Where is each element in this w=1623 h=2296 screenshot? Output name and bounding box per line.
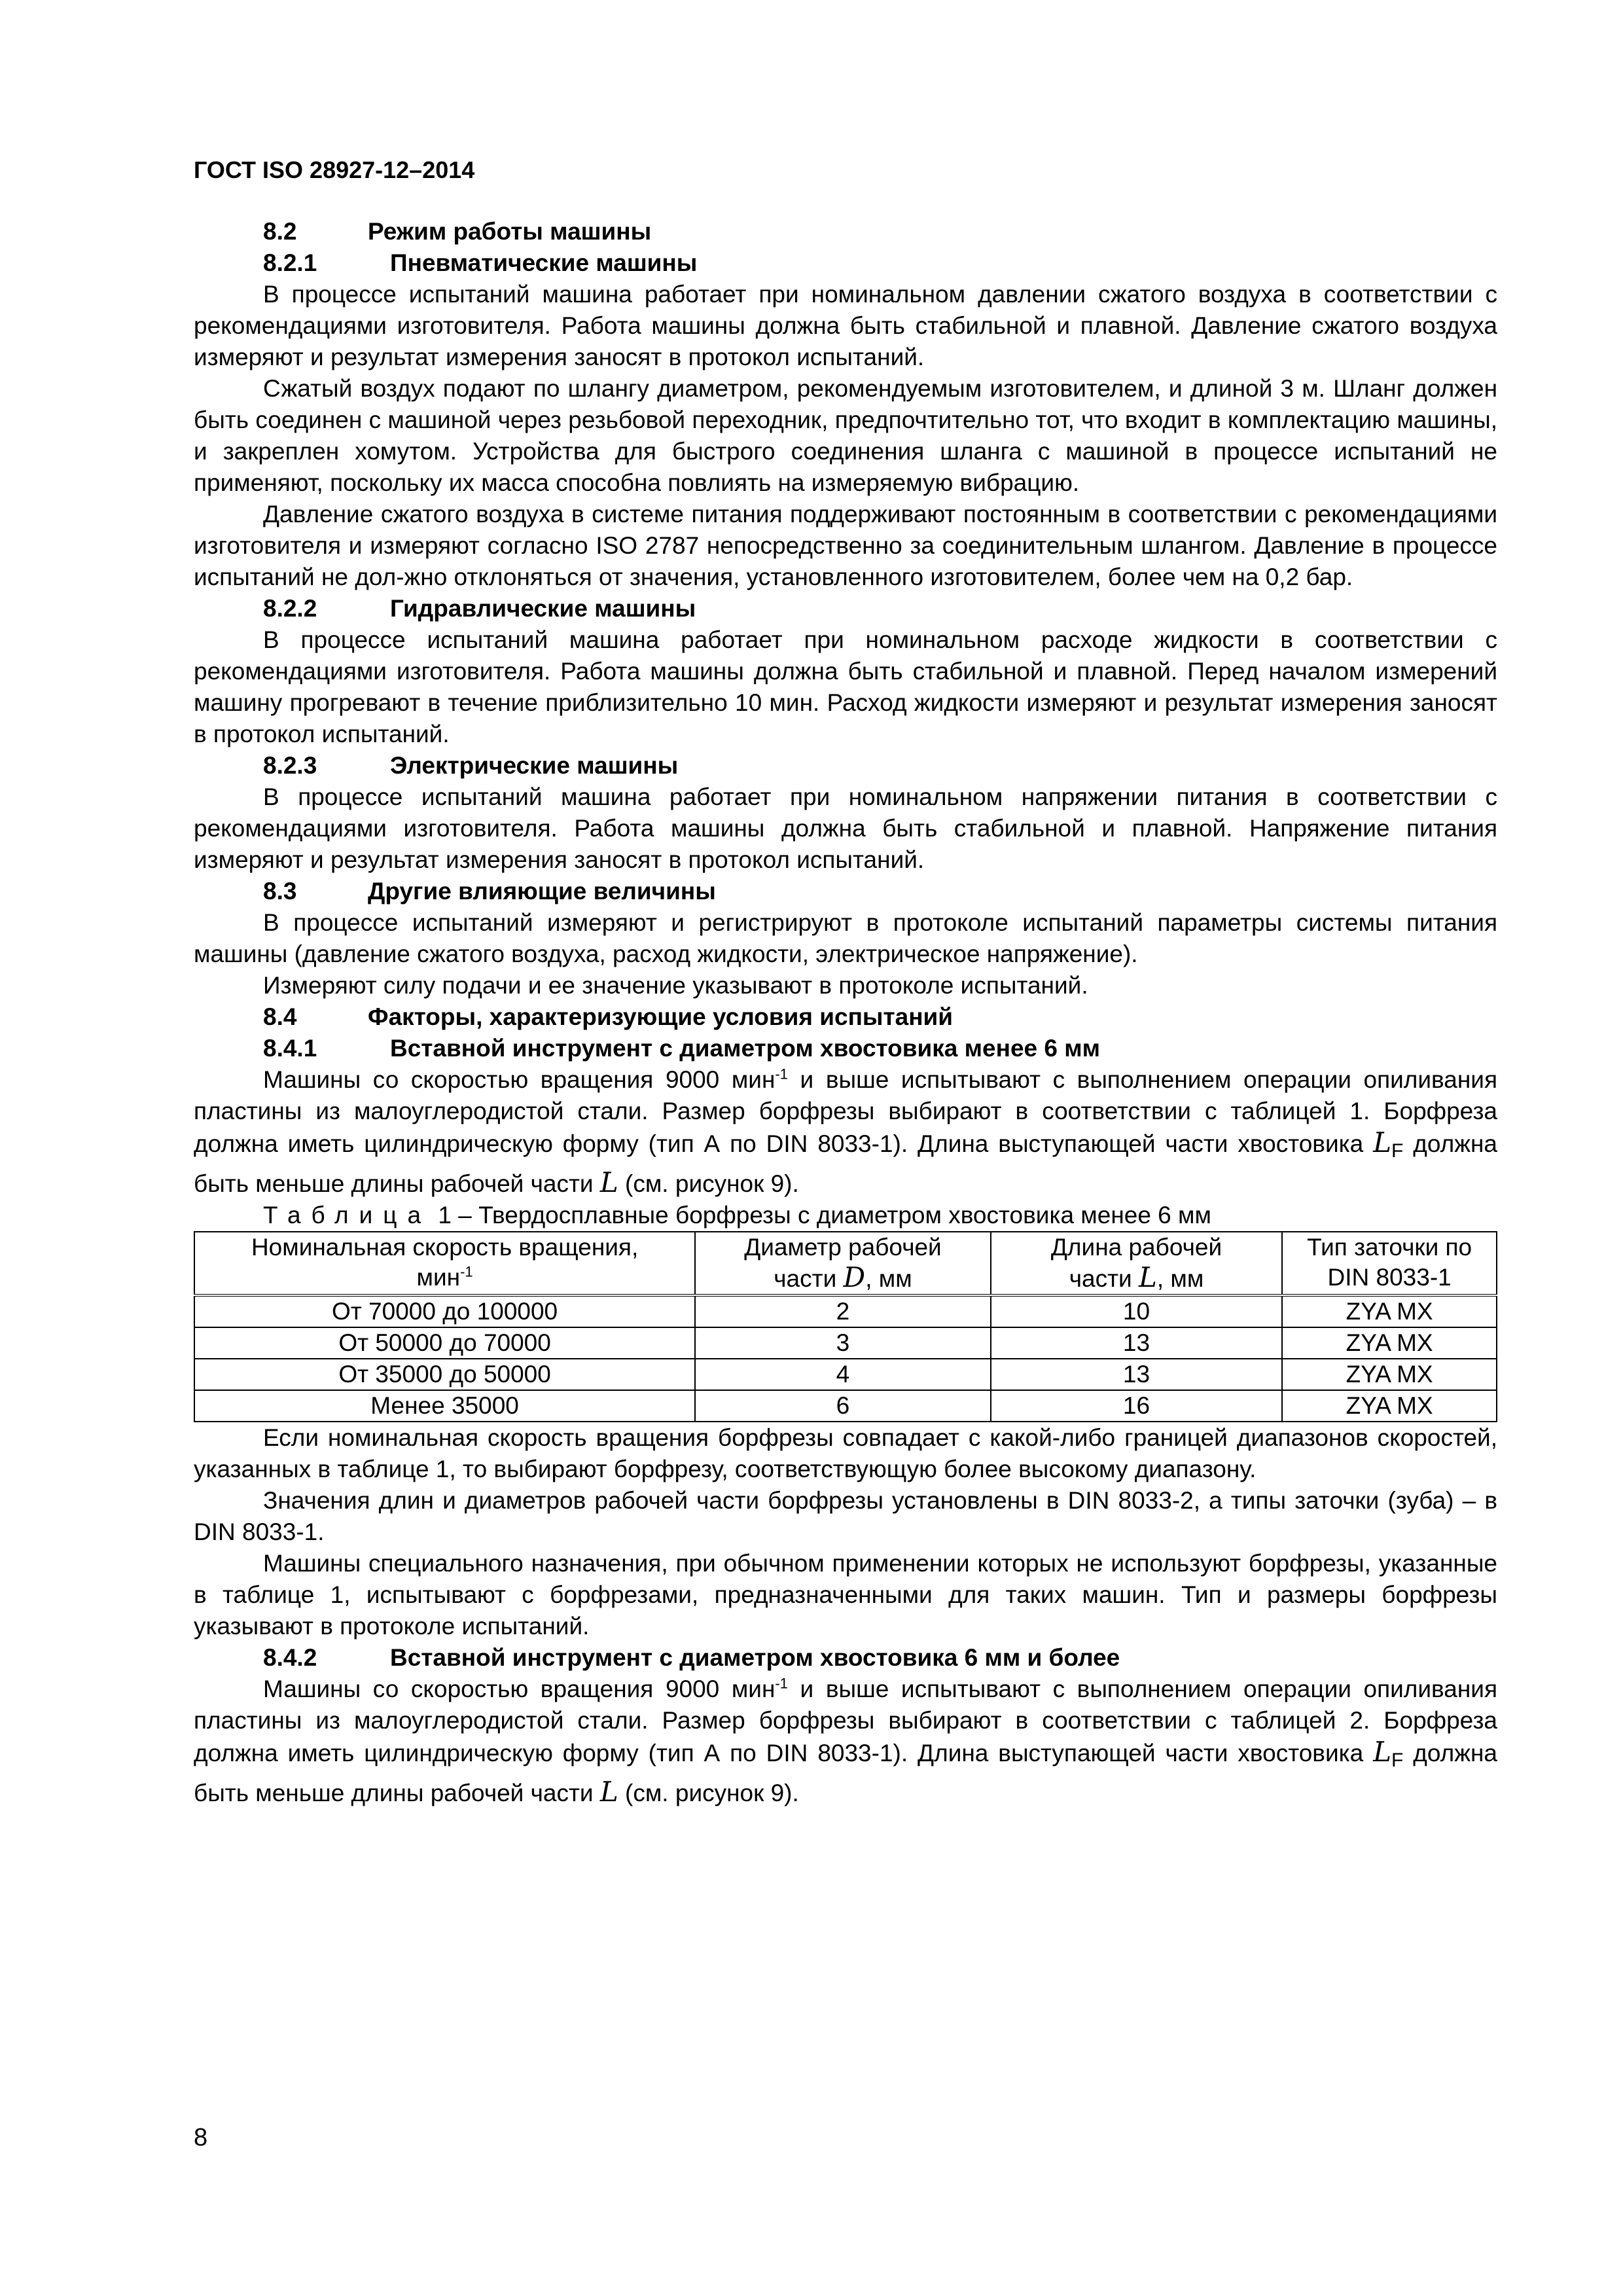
document-header: ГОСТ ISO 28927-12–2014 — [194, 156, 475, 183]
table-row — [194, 1327, 1497, 1359]
text-run: (см. рисунок 9). — [618, 1170, 799, 1197]
heading-8-2-2 — [194, 593, 1497, 624]
paragraph — [194, 1674, 1497, 1809]
heading-8-2 — [194, 216, 1497, 247]
table-1 — [194, 1231, 1497, 1422]
symbol-l: L — [599, 1166, 618, 1198]
symbol-d: D — [843, 1261, 866, 1293]
table-caption-label: Таблица — [263, 1202, 432, 1229]
text-run: Машины со скоростью вращения 9000 мин — [263, 1676, 776, 1702]
table-cell: 4 — [695, 1359, 991, 1390]
paragraph: В процессе испытаний машина работает при номинальном расходе жидкости в соответствии с рекомендациями изготовителя. Работа машины должна быть стабильной и плавной. Перед началом измерений машину прогревают в течение приблизительно 10 мин. Расход жидкости измеряют и результат измерения заносят в протокол испытаний. — [194, 626, 1497, 747]
header-text: Номинальная скорость вращения, — [251, 1234, 639, 1261]
header-text: , мм — [1156, 1265, 1204, 1292]
section-title: Другие влияющие величины — [368, 878, 716, 905]
header-text: Диаметр рабочей — [744, 1234, 942, 1261]
paragraph: В процессе испытаний машина работает при номинальном давлении сжатого воздуха в соответствии с рекомендациями изготовителя. Работа машины должна быть стабильной и плавной. Давление сжатого воздуха измеряют и результат измерения заносят в протокол испытаний. — [194, 281, 1497, 370]
table-cell: 6 — [695, 1390, 991, 1422]
header-cell-type — [1282, 1232, 1497, 1295]
table-cell: От 50000 до 70000 — [194, 1327, 695, 1359]
section-title: Вставной инструмент с диаметром хвостовика 6 мм и более — [390, 1644, 1120, 1671]
subscript-f: F — [1391, 1749, 1404, 1771]
symbol-l-f — [1373, 1126, 1404, 1162]
section-title: Режим работы машины — [368, 218, 652, 245]
section-number: 8.3 — [263, 878, 297, 905]
header-cell-speed — [194, 1232, 695, 1295]
header-cell-length — [991, 1232, 1283, 1295]
symbol-l: L — [1138, 1261, 1157, 1293]
table-row — [194, 1359, 1497, 1390]
table-caption — [194, 1200, 1497, 1231]
section-number: 8.2.2 — [263, 595, 317, 622]
table-cell: От 35000 до 50000 — [194, 1359, 695, 1390]
table-cell: ZYA MX — [1282, 1295, 1497, 1327]
header-text: Тип заточки по — [1307, 1234, 1472, 1261]
heading-8-3 — [194, 876, 1497, 907]
header-text: DIN 8033-1 — [1327, 1264, 1452, 1291]
header-text: части — [1069, 1265, 1139, 1292]
header-text: части — [774, 1265, 844, 1292]
table-cell: 2 — [695, 1295, 991, 1327]
text-run: и выше испытывают с выполнением операции опиливания пластины из малоуглеродистой стали. Размер борфрезы выбирают в соответствии с таблицей 2. Борфреза должна иметь цилиндрическую форму (тип А по DIN 8033-1). Длина выступающей части хвостовика — [194, 1676, 1497, 1767]
table-cell: 13 — [991, 1359, 1283, 1390]
page-body — [194, 216, 1497, 1809]
symbol-l: L — [1373, 1126, 1392, 1158]
table-cell: ZYA MX — [1282, 1327, 1497, 1359]
paragraph: Если номинальная скорость вращения борфрезы совпадает с какой-либо границей диапазонов скоростей, указанных в таблице 1, то выбирают борфрезу, соответствующую более высокому диапазону. — [194, 1424, 1497, 1482]
table-cell: 10 — [991, 1295, 1283, 1327]
table-cell: ZYA MX — [1282, 1390, 1497, 1422]
text-run: Машины со скоростью вращения 9000 мин — [263, 1066, 776, 1093]
section-number: 8.4 — [263, 1003, 297, 1030]
heading-8-2-3 — [194, 750, 1497, 781]
section-title: Факторы, характеризующие условия испытаний — [368, 1003, 954, 1030]
table-cell: Менее 35000 — [194, 1390, 695, 1422]
header-text: , мм — [865, 1265, 912, 1292]
symbol-l: L — [1373, 1736, 1392, 1768]
table-row — [194, 1390, 1497, 1422]
table-cell: От 70000 до 100000 — [194, 1295, 695, 1327]
paragraph: В процессе испытаний машина работает при номинальном напряжении питания в соответствии с рекомендациями изготовителя. Работа машины должна быть стабильной и плавной. Напряжение питания измеряют и результат измерения заносят в протокол испытаний. — [194, 783, 1497, 873]
paragraph: Измеряют силу подачи и ее значение указывают в протоколе испытаний. — [263, 972, 1088, 999]
section-number: 8.2 — [263, 218, 297, 245]
section-title: Электрические машины — [390, 752, 679, 779]
section-title: Пневматические машины — [390, 249, 698, 276]
superscript: -1 — [775, 1066, 788, 1083]
text-run: (см. рисунок 9). — [618, 1780, 799, 1806]
symbol-l-f — [1373, 1736, 1404, 1771]
section-number: 8.4.2 — [263, 1644, 317, 1671]
paragraph: Значения длин и диаметров рабочей части борфрезы установлены в DIN 8033-2, а типы заточки (зуба) – в DIN 8033-1. — [194, 1487, 1497, 1545]
page-number: 8 — [194, 2124, 208, 2151]
heading-8-4 — [194, 1001, 1497, 1033]
table-cell: 3 — [695, 1327, 991, 1359]
table-cell: 16 — [991, 1390, 1283, 1422]
table-cell: 13 — [991, 1327, 1283, 1359]
text-run: должна быть меньше длины рабочей части — [194, 1130, 1497, 1197]
header-text: мин — [416, 1264, 461, 1291]
paragraph: Сжатый воздух подают по шлангу диаметром, рекомендуемым изготовителем, и длиной 3 м. Шланг должен быть соединен с машиной через резьбовой переходник, предпочтительно тот, что входит в комплектацию машины, и закреплен хомутом. Устройства для быстрого соединения шланга с машиной в процессе испытаний не применяют, поскольку их масса способна повлиять на измеряемую вибрацию. — [194, 375, 1497, 496]
heading-8-4-2 — [194, 1642, 1497, 1674]
table-header-row — [194, 1232, 1497, 1295]
paragraph: Давление сжатого воздуха в системе питания поддерживают постоянным в соответствии с рекомендациями изготовителя и измеряют согласно ISO 2787 непосредственно за соединительным шлангом. Давление в процессе испытаний не дол-жно отклоняться от значения, установленного изготовителем, более чем на 0,2 бар. — [194, 501, 1497, 590]
table-caption-text: 1 – Твердосплавные борфрезы с диаметром хвостовика менее 6 мм — [431, 1202, 1211, 1229]
heading-8-2-1 — [194, 247, 1497, 279]
heading-8-4-1 — [194, 1033, 1497, 1064]
subscript-f: F — [1391, 1140, 1404, 1162]
header-cell-diameter — [695, 1232, 991, 1295]
section-title: Гидравлические машины — [390, 595, 696, 622]
superscript: -1 — [460, 1263, 473, 1280]
symbol-l: L — [599, 1776, 618, 1808]
header-text: Длина рабочей — [1050, 1234, 1222, 1261]
superscript: -1 — [775, 1675, 788, 1692]
table-cell: ZYA MX — [1282, 1359, 1497, 1390]
section-number: 8.2.3 — [263, 752, 317, 779]
section-number: 8.4.1 — [263, 1035, 317, 1062]
section-title: Вставной инструмент с диаметром хвостовика менее 6 мм — [390, 1035, 1100, 1062]
text-run: и выше испытывают с выполнением операции опиливания пластины из малоуглеродистой стали. Размер борфрезы выбирают в соответствии с таблицей 1. Борфреза должна иметь цилиндрическую форму (тип А по DIN 8033-1). Длина выступающей части хвостовика — [194, 1066, 1497, 1157]
text-run: должна быть меньше длины рабочей части — [194, 1740, 1497, 1806]
table-row — [194, 1295, 1497, 1327]
paragraph: Машины специального назначения, при обычном применении которых не используют борфрезы, указанные в таблице 1, испытывают с борфрезами, предназначенными для таких машин. Тип и размеры борфрезы указывают в протоколе испытаний. — [194, 1550, 1497, 1640]
paragraph: В процессе испытаний измеряют и регистрируют в протоколе испытаний параметры системы питания машины (давление сжатого воздуха, расход жидкости, электрическое напряжение). — [194, 909, 1497, 967]
paragraph — [194, 1064, 1497, 1200]
section-number: 8.2.1 — [263, 249, 317, 276]
